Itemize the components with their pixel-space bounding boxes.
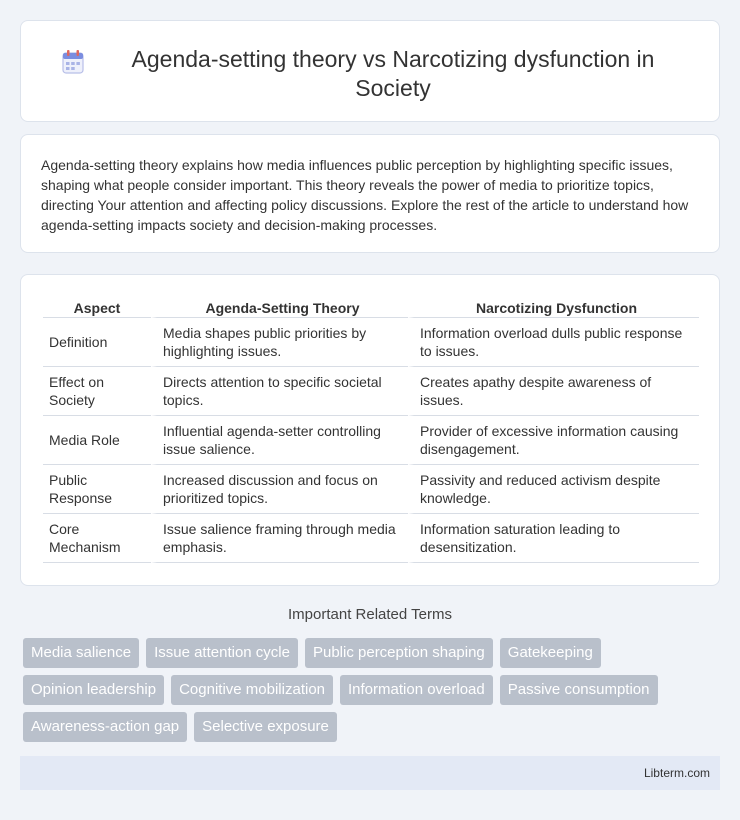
related-term-tag[interactable]: Media salience (23, 638, 139, 668)
related-term-tag[interactable]: Information overload (340, 675, 493, 705)
related-term-tag[interactable]: Issue attention cycle (146, 638, 298, 668)
related-term-tag[interactable]: Gatekeeping (500, 638, 601, 668)
column-header-agenda-setting: Agenda-Setting Theory (151, 293, 408, 318)
cell-aspect: Core Mechanism (43, 514, 151, 563)
intro-text: Agenda-setting theory explains how media influences public perception by highlighting specific issues, shaping what people consider important. This theory reveals the power of media to prioritize topics, directing Your attention and affecting policy discussions. Explore the rest of the article to understand how agenda-setting impacts society and decision-making processes. (41, 157, 689, 233)
intro-card (20, 134, 720, 253)
related-terms-list (23, 638, 723, 742)
related-term-tag[interactable]: Opinion leadership (23, 675, 164, 705)
table-header-row (43, 293, 699, 318)
footer (20, 756, 720, 790)
column-header-narcotizing: Narcotizing Dysfunction (408, 293, 699, 318)
page-title: Agenda-setting theory vs Narcotizing dysfunction in Society (131, 46, 655, 101)
cell-agenda-setting: Directs attention to specific societal topics. (151, 367, 408, 416)
related-terms-heading: Important Related Terms (288, 606, 452, 623)
related-term-tag[interactable]: Public perception shaping (305, 638, 493, 668)
related-term-tag[interactable]: Selective exposure (194, 712, 337, 742)
footer-brand-link[interactable]: Libterm.com (643, 766, 710, 780)
cell-aspect: Public Response (43, 465, 151, 514)
cell-narcotizing: Information overload dulls public response to issues. (408, 318, 699, 367)
table-row (43, 514, 699, 563)
cell-agenda-setting: Issue salience framing through media emphasis. (151, 514, 408, 563)
title-card (20, 20, 720, 122)
cell-agenda-setting: Increased discussion and focus on prioritized topics. (151, 465, 408, 514)
table-row (43, 416, 699, 465)
related-term-tag[interactable]: Cognitive mobilization (171, 675, 333, 705)
cell-agenda-setting: Influential agenda-setter controlling issue salience. (151, 416, 408, 465)
cell-aspect: Media Role (43, 416, 151, 465)
table-row (43, 318, 699, 367)
related-term-tag[interactable]: Awareness-action gap (23, 712, 187, 742)
comparison-card (20, 274, 720, 586)
cell-aspect: Effect on Society (43, 367, 151, 416)
cell-narcotizing: Creates apathy despite awareness of issues. (408, 367, 699, 416)
table-row (43, 367, 699, 416)
cell-narcotizing: Passivity and reduced activism despite knowledge. (408, 465, 699, 514)
cell-narcotizing: Provider of excessive information causing disengagement. (408, 416, 699, 465)
column-header-aspect: Aspect (43, 293, 151, 318)
table-row (43, 465, 699, 514)
cell-aspect: Definition (43, 318, 151, 367)
related-term-tag[interactable]: Passive consumption (500, 675, 658, 705)
cell-agenda-setting: Media shapes public priorities by highlighting issues. (151, 318, 408, 367)
comparison-table (43, 293, 699, 563)
cell-narcotizing: Information saturation leading to desensitization. (408, 514, 699, 563)
calendar-icon (61, 49, 85, 75)
